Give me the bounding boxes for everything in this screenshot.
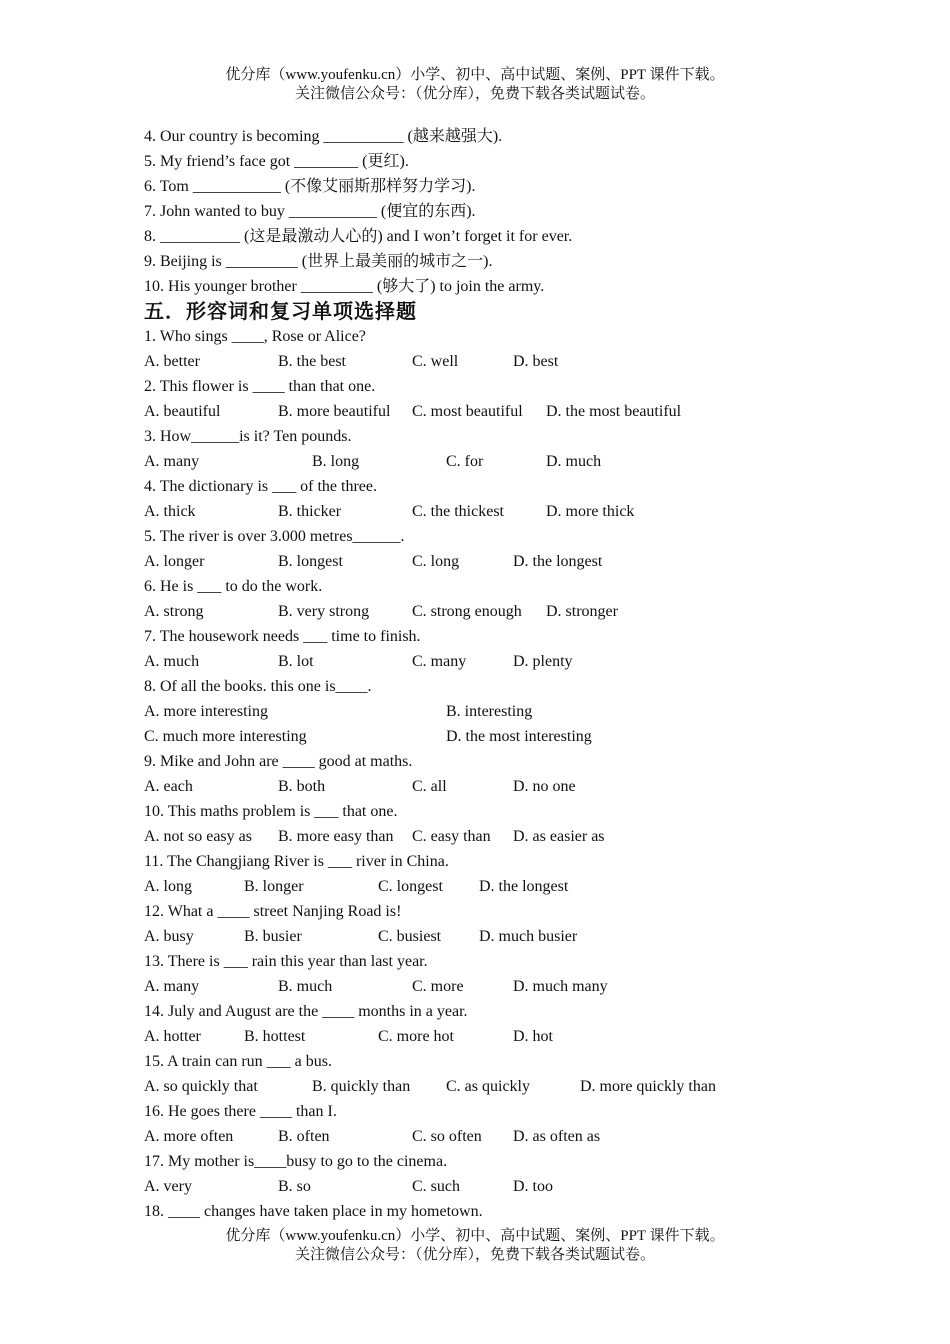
question-stem: 7. The housework needs ___ time to finish. — [144, 628, 421, 645]
question-stem: 13. There is ___ rain this year than last year. — [144, 953, 428, 970]
option-a: A. much — [144, 653, 200, 670]
question-stem: 18. ____ changes have taken place in my hometown. — [144, 1203, 483, 1220]
translation-item: 6. Tom ___________ (不像艾丽斯那样努力学习). — [144, 178, 476, 195]
question-stem: 10. This maths problem is ___ that one. — [144, 803, 398, 820]
question-stem: 14. July and August are the ____ months in a year. — [144, 1003, 468, 1020]
option-c: C. long — [412, 553, 460, 570]
option-c: C. the thickest — [412, 503, 504, 520]
question-options — [144, 349, 864, 374]
option-b: B. longer — [244, 878, 304, 895]
question-options — [144, 1124, 864, 1149]
option-d: D. no one — [513, 778, 576, 795]
question-stem: 1. Who sings ____, Rose or Alice? — [144, 328, 366, 345]
question-options — [144, 774, 864, 799]
worksheet-body — [144, 124, 864, 1224]
translation-section — [144, 124, 864, 299]
question-stem: 11. The Changjiang River is ___ river in China. — [144, 853, 449, 870]
option-a: A. hotter — [144, 1028, 201, 1045]
translation-item: 8. __________ (这是最激动人心的) and I won’t forget it for ever. — [144, 228, 573, 245]
option-b: B. thicker — [278, 503, 342, 520]
option-d: D. more quickly than — [580, 1078, 716, 1095]
question-options — [144, 699, 864, 724]
question-stem: 5. The river is over 3.000 metres______. — [144, 528, 405, 545]
questions-list — [144, 324, 864, 1224]
question-stem: 9. Mike and John are ____ good at maths. — [144, 753, 413, 770]
option-c: C. for — [446, 453, 484, 470]
option-b: B. quickly than — [312, 1078, 411, 1095]
question-options — [144, 824, 864, 849]
question-options — [144, 924, 864, 949]
option-d: D. much busier — [479, 928, 578, 945]
option-b: B. interesting — [446, 703, 533, 720]
option-b: B. more easy than — [278, 828, 394, 845]
question-options — [144, 1074, 864, 1099]
option-a: A. long — [144, 878, 192, 895]
option-c: C. so often — [412, 1128, 482, 1145]
question-options — [144, 449, 864, 474]
option-a: A. each — [144, 778, 193, 795]
option-b: B. much — [278, 978, 333, 995]
option-a: A. more interesting — [144, 703, 268, 720]
option-a: A. strong — [144, 603, 204, 620]
option-c: C. well — [412, 353, 459, 370]
option-d: D. stronger — [546, 603, 618, 620]
option-a: A. longer — [144, 553, 205, 570]
question-options — [144, 724, 864, 749]
option-c: C. such — [412, 1178, 460, 1195]
option-d: D. as easier as — [513, 828, 605, 845]
translation-item: 4. Our country is becoming __________ (越来越强大). — [144, 128, 503, 145]
option-b: B. often — [278, 1128, 330, 1145]
page-header — [0, 66, 950, 104]
option-b: B. lot — [278, 653, 314, 670]
option-a: A. so quickly that — [144, 1078, 258, 1095]
question-stem: 3. How______is it? Ten pounds. — [144, 428, 352, 445]
question-stem: 15. A train can run ___ a bus. — [144, 1053, 332, 1070]
option-a: A. many — [144, 978, 200, 995]
question-options — [144, 1174, 864, 1199]
question-stem: 8. Of all the books. this one is____. — [144, 678, 372, 695]
option-c: C. many — [412, 653, 467, 670]
option-c: C. as quickly — [446, 1078, 530, 1095]
option-d: D. more thick — [546, 503, 635, 520]
option-b: B. so — [278, 1178, 311, 1195]
question-stem: 12. What a ____ street Nanjing Road is! — [144, 903, 402, 920]
question-options — [144, 399, 864, 424]
question-options — [144, 599, 864, 624]
option-d: D. plenty — [513, 653, 573, 670]
option-b: B. very strong — [278, 603, 370, 620]
option-d: D. too — [513, 1178, 553, 1195]
question-stem: 16. He goes there ____ than I. — [144, 1103, 337, 1120]
question-stem: 17. My mother is____busy to go to the cinema. — [144, 1153, 448, 1170]
option-b: B. long — [312, 453, 360, 470]
option-c: C. all — [412, 778, 447, 795]
option-b: B. both — [278, 778, 326, 795]
header-line-2: 关注微信公众号：（优分库），免费下载各类试题试卷。 — [294, 86, 655, 102]
section-title: 五．形容词和复习单项选择题 — [144, 299, 417, 323]
option-c: C. much more interesting — [144, 728, 307, 745]
option-d: D. as often as — [513, 1128, 601, 1145]
header-line-1: 优分库（www.youfenku.cn）小学、初中、高中试题、案例、PPT 课件下载。 — [225, 67, 725, 83]
option-c: C. strong enough — [412, 603, 522, 620]
question-stem: 2. This flower is ____ than that one. — [144, 378, 376, 395]
option-c: C. longest — [378, 878, 443, 895]
option-c: C. more hot — [378, 1028, 454, 1045]
option-d: D. much — [546, 453, 602, 470]
footer-line-1: 优分库（www.youfenku.cn）小学、初中、高中试题、案例、PPT 课件下载。 — [225, 1228, 725, 1244]
option-d: D. the most beautiful — [546, 403, 682, 420]
option-b: B. the best — [278, 353, 346, 370]
question-options — [144, 874, 864, 899]
option-a: A. more often — [144, 1128, 234, 1145]
option-a: A. beautiful — [144, 403, 221, 420]
option-d: D. the longest — [479, 878, 569, 895]
question-options — [144, 1024, 864, 1049]
question-options — [144, 549, 864, 574]
option-b: B. more beautiful — [278, 403, 391, 420]
option-c: C. more — [412, 978, 464, 995]
option-c: C. easy than — [412, 828, 491, 845]
option-a: A. busy — [144, 928, 194, 945]
question-options — [144, 974, 864, 999]
option-b: B. hottest — [244, 1028, 306, 1045]
page-footer — [0, 1227, 950, 1265]
option-d: D. the most interesting — [446, 728, 592, 745]
option-c: C. busiest — [378, 928, 442, 945]
option-a: A. thick — [144, 503, 196, 520]
option-d: D. hot — [513, 1028, 553, 1045]
option-b: B. longest — [278, 553, 343, 570]
question-stem: 4. The dictionary is ___ of the three. — [144, 478, 377, 495]
question-options — [144, 499, 864, 524]
option-d: D. the longest — [513, 553, 603, 570]
option-a: A. many — [144, 453, 200, 470]
option-d: D. much many — [513, 978, 608, 995]
question-stem: 6. He is ___ to do the work. — [144, 578, 323, 595]
option-b: B. busier — [244, 928, 302, 945]
translation-item: 5. My friend’s face got ________ (更红). — [144, 153, 409, 170]
translation-item: 7. John wanted to buy ___________ (便宜的东西). — [144, 203, 476, 220]
option-a: A. not so easy as — [144, 828, 252, 845]
footer-line-2: 关注微信公众号：（优分库），免费下载各类试题试卷。 — [294, 1247, 655, 1263]
option-c: C. most beautiful — [412, 403, 523, 420]
option-a: A. very — [144, 1178, 192, 1195]
question-options — [144, 649, 864, 674]
translation-item: 9. Beijing is _________ (世界上最美丽的城市之一). — [144, 253, 493, 270]
option-d: D. best — [513, 353, 559, 370]
option-a: A. better — [144, 353, 200, 370]
translation-item: 10. His younger brother _________ (够大了) to join the army. — [144, 278, 545, 295]
